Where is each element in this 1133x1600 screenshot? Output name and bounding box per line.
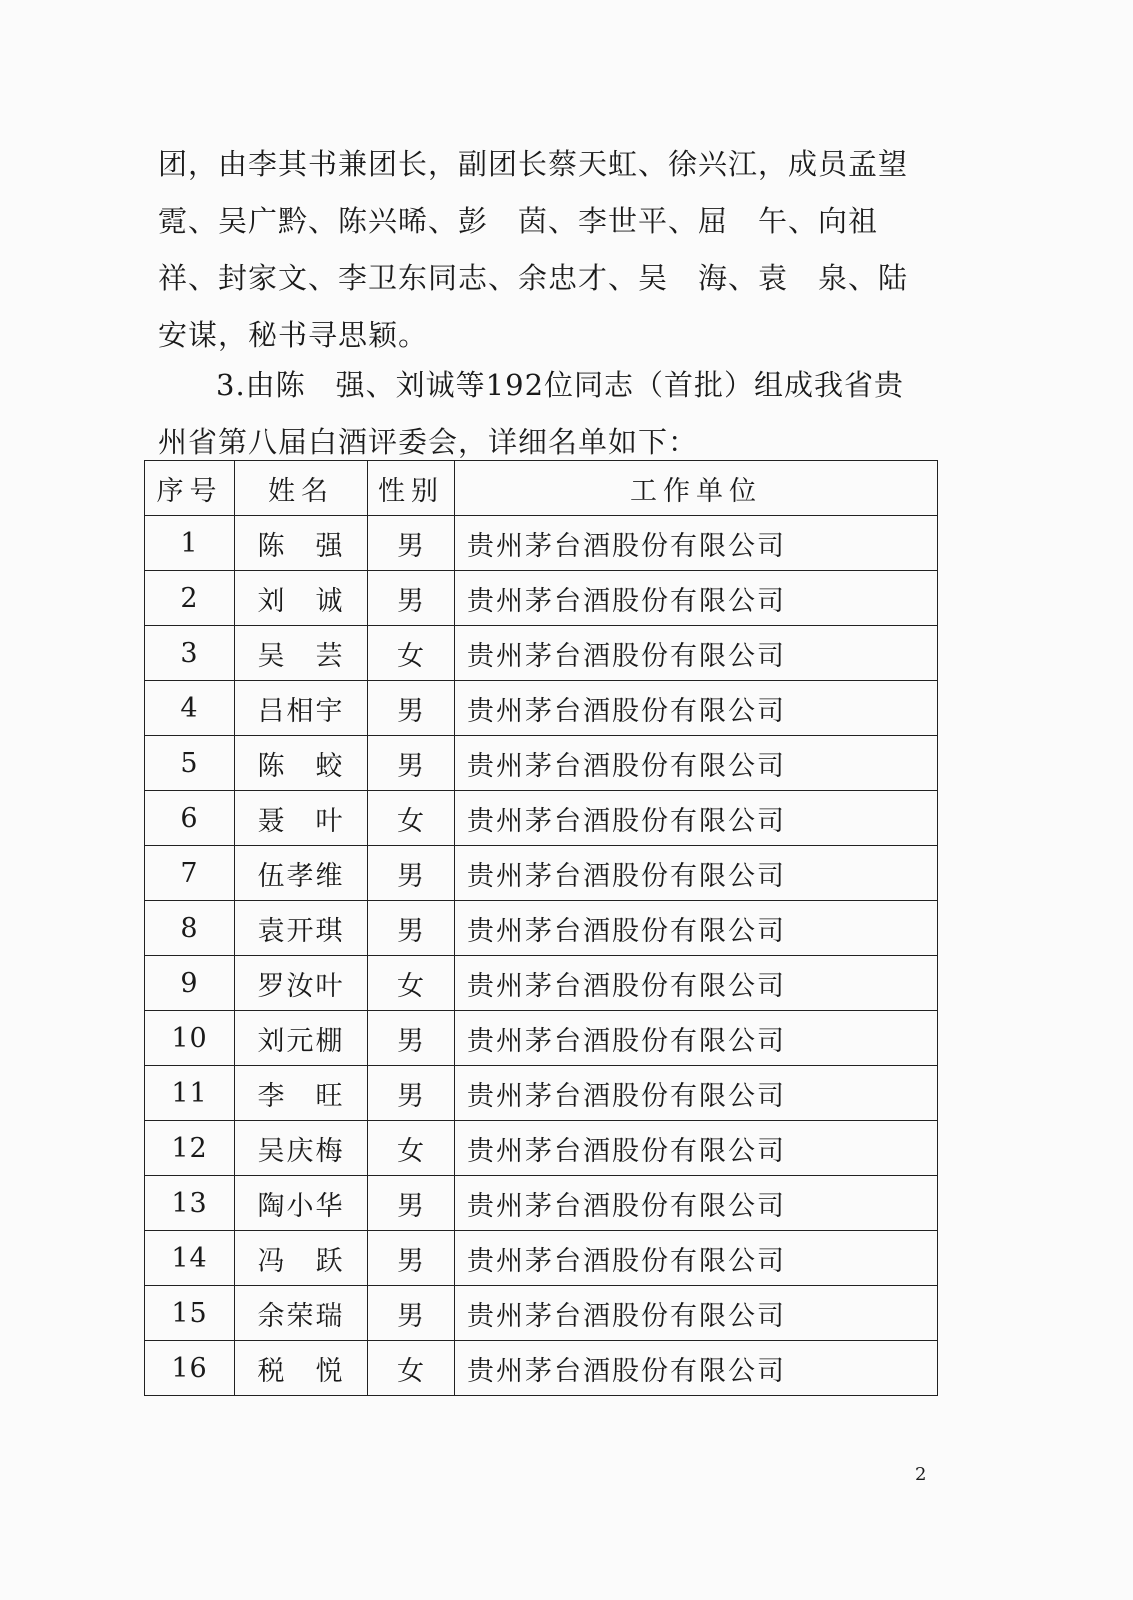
cell-name: 陈 蛟 (235, 736, 368, 791)
cell-name: 伍孝维 (235, 846, 368, 901)
cell-gender: 女 (368, 791, 455, 846)
cell-gender: 男 (368, 901, 455, 956)
cell-name: 袁开琪 (235, 901, 368, 956)
cell-organization: 贵州茅台酒股份有限公司 (455, 1121, 938, 1176)
table-row (145, 791, 938, 846)
cell-gender: 男 (368, 1176, 455, 1231)
cell-gender: 男 (368, 571, 455, 626)
cell-organization: 贵州茅台酒股份有限公司 (455, 846, 938, 901)
cell-name: 吕相宇 (235, 681, 368, 736)
cell-number: 12 (145, 1121, 235, 1176)
cell-organization: 贵州茅台酒股份有限公司 (455, 571, 938, 626)
table-row (145, 846, 938, 901)
table-row (145, 1121, 938, 1176)
header-organization: 工作单位 (455, 461, 938, 516)
cell-organization: 贵州茅台酒股份有限公司 (455, 1066, 938, 1121)
cell-number: 9 (145, 956, 235, 1011)
paragraph-committee (158, 357, 928, 471)
table-row (145, 1176, 938, 1231)
paragraph-text: 团，由李其书兼团长，副团长蔡天虹、徐兴江，成员孟望霓、吴广黔、陈兴晞、彭 茵、李世平、屈 午、向祖祥、封家文、李卫东同志、余忠才、吴 海、袁 泉、陆安谋，秘书寻思颖。 (158, 147, 909, 352)
cell-name: 李 旺 (235, 1066, 368, 1121)
cell-gender: 女 (368, 1341, 455, 1396)
cell-number: 7 (145, 846, 235, 901)
cell-organization: 贵州茅台酒股份有限公司 (455, 1341, 938, 1396)
cell-gender: 男 (368, 736, 455, 791)
header-gender: 性别 (368, 461, 455, 516)
cell-number: 6 (145, 791, 235, 846)
cell-gender: 女 (368, 956, 455, 1011)
cell-gender: 男 (368, 1231, 455, 1286)
cell-organization: 贵州茅台酒股份有限公司 (455, 626, 938, 681)
cell-gender: 女 (368, 626, 455, 681)
cell-name: 吴庆梅 (235, 1121, 368, 1176)
cell-gender: 男 (368, 516, 455, 571)
cell-number: 4 (145, 681, 235, 736)
cell-gender: 男 (368, 1286, 455, 1341)
cell-name: 刘 诚 (235, 571, 368, 626)
table-row (145, 1011, 938, 1066)
cell-organization: 贵州茅台酒股份有限公司 (455, 681, 938, 736)
cell-organization: 贵州茅台酒股份有限公司 (455, 956, 938, 1011)
cell-name: 冯 跃 (235, 1231, 368, 1286)
cell-number: 14 (145, 1231, 235, 1286)
table-row (145, 1066, 938, 1121)
cell-name: 余荣瑞 (235, 1286, 368, 1341)
table-row (145, 956, 938, 1011)
table-row (145, 681, 938, 736)
cell-name: 陈 强 (235, 516, 368, 571)
cell-number: 5 (145, 736, 235, 791)
cell-name: 陶小华 (235, 1176, 368, 1231)
header-number: 序号 (145, 461, 235, 516)
cell-gender: 男 (368, 1011, 455, 1066)
table-row (145, 626, 938, 681)
cell-number: 8 (145, 901, 235, 956)
cell-organization: 贵州茅台酒股份有限公司 (455, 516, 938, 571)
cell-name: 税 悦 (235, 1341, 368, 1396)
table-row (145, 1231, 938, 1286)
committee-roster-table (144, 460, 938, 1396)
cell-organization: 贵州茅台酒股份有限公司 (455, 1231, 938, 1286)
header-name: 姓名 (235, 461, 368, 516)
table-row (145, 516, 938, 571)
cell-gender: 男 (368, 846, 455, 901)
table-row (145, 736, 938, 791)
cell-name: 刘元棚 (235, 1011, 368, 1066)
table-header-row (145, 461, 938, 516)
cell-organization: 贵州茅台酒股份有限公司 (455, 791, 938, 846)
cell-number: 15 (145, 1286, 235, 1341)
cell-number: 11 (145, 1066, 235, 1121)
cell-organization: 贵州茅台酒股份有限公司 (455, 1176, 938, 1231)
cell-gender: 女 (368, 1121, 455, 1176)
cell-number: 13 (145, 1176, 235, 1231)
cell-organization: 贵州茅台酒股份有限公司 (455, 1011, 938, 1066)
table-row (145, 1286, 938, 1341)
cell-organization: 贵州茅台酒股份有限公司 (455, 901, 938, 956)
table-row (145, 901, 938, 956)
cell-name: 吴 芸 (235, 626, 368, 681)
page-number: 2 (915, 1464, 927, 1485)
table-row (145, 1341, 938, 1396)
cell-organization: 贵州茅台酒股份有限公司 (455, 736, 938, 791)
cell-number: 3 (145, 626, 235, 681)
cell-number: 1 (145, 516, 235, 571)
paragraph-delegation (158, 136, 928, 364)
table-row (145, 571, 938, 626)
cell-gender: 男 (368, 1066, 455, 1121)
cell-name: 罗汝叶 (235, 956, 368, 1011)
cell-number: 16 (145, 1341, 235, 1396)
cell-number: 10 (145, 1011, 235, 1066)
cell-number: 2 (145, 571, 235, 626)
cell-name: 聂 叶 (235, 791, 368, 846)
cell-organization: 贵州茅台酒股份有限公司 (455, 1286, 938, 1341)
paragraph-text: 3.由陈 强、刘诚等192位同志（首批）组成我省贵州省第八届白酒评委会，详细名单如下： (158, 368, 905, 459)
cell-gender: 男 (368, 681, 455, 736)
